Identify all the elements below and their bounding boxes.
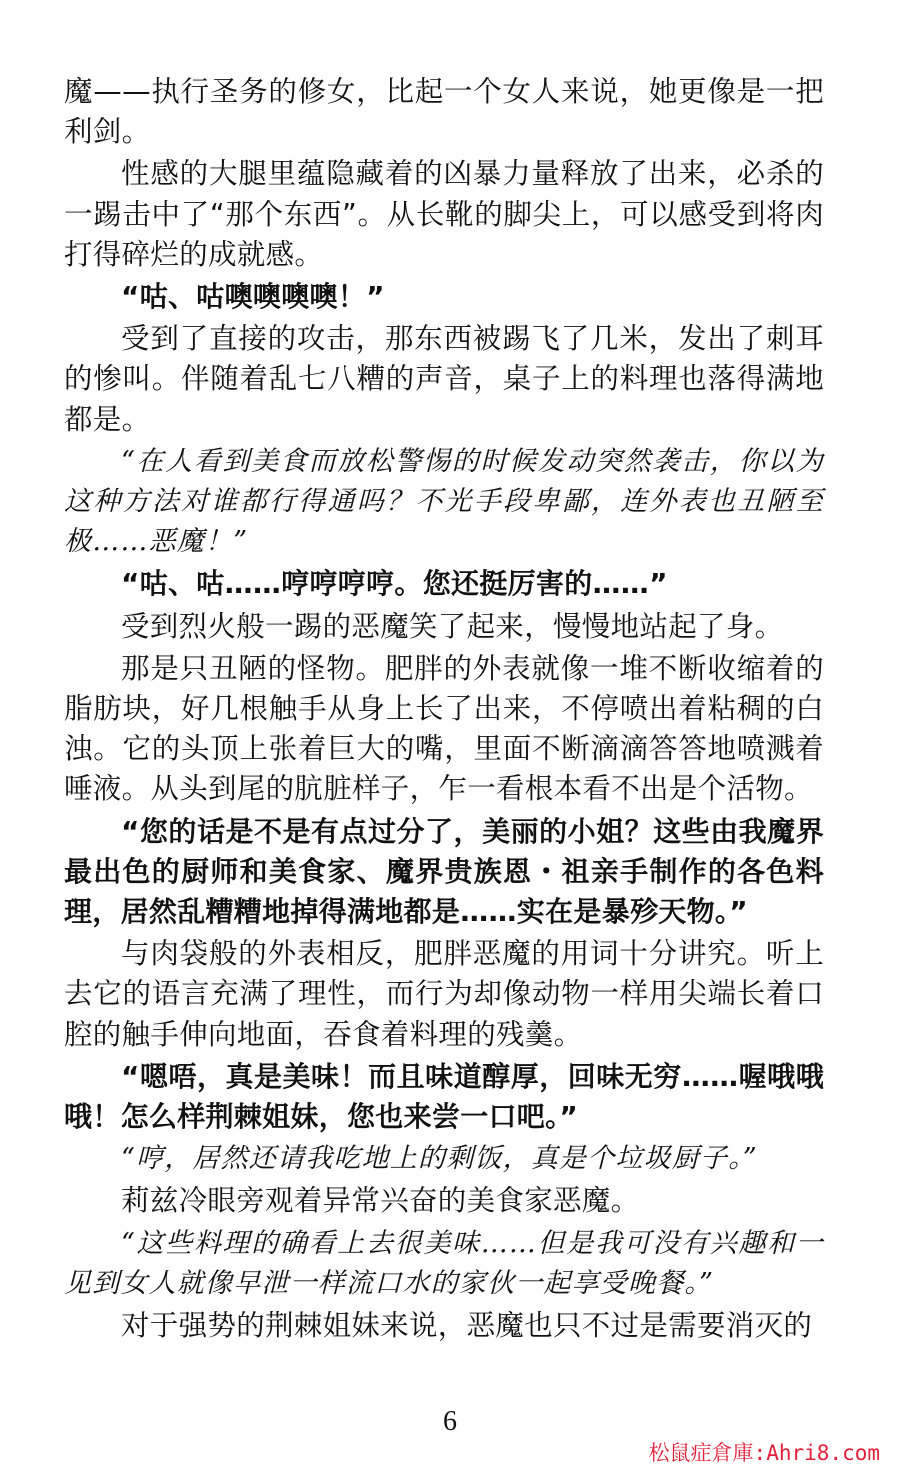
paragraph-14: “这些料理的确看上去很美味……但是我可没有兴趣和一见到女人就像早泄一样流口水的家伙一起享受晚餐。” — [64, 1227, 824, 1299]
paragraph-8: 那是只丑陋的怪物。肥胖的外表就像一堆不断收缩着的脂肪块，好几根触手从身上长了出来，不停喷出着粘稠的白浊。它的头顶上张着巨大的嘴，里面不断滴滴答答地喷溅着唾液。从头到尾的肮脏样子，乍一看根本看不出是个活物。 — [64, 651, 824, 806]
paragraph-10: 与肉袋般的外表相反，肥胖恶魔的用词十分讲究。听上去它的语言充满了理性，而行为却像动物一样用尖端长着口腔的触手伸向地面，吞食着料理的残羹。 — [64, 937, 824, 1051]
paragraph-15: 对于强势的荆棘姐妹来说，恶魔也只不过是需要消灭的 — [121, 1309, 813, 1343]
paragraph-7: 受到烈火般一踢的恶魔笑了起来，慢慢地站起了身。 — [121, 609, 784, 643]
paragraph-9: “您的话是不是有点过分了，美丽的小姐？这些由我魔界最出色的厨师和美食家、魔界贵族恩・祖亲手制作的各色料理，居然乱糟糟地掉得满地都是……实在是暴殄天物。” — [64, 814, 824, 929]
paragraph-2: 性感的大腿里蕴隐藏着的凶暴力量释放了出来，必杀的一踢击中了“那个东西”。从长靴的脚尖上，可以感受到将肉打得碎烂的成就感。 — [64, 157, 824, 271]
paragraph-11: “嗯唔，真是美味！而且味道醇厚，回味无穷……喔哦哦哦！怎么样荆棘姐妹，您也来尝一口吧。” — [64, 1059, 824, 1134]
paragraph-5: “在人看到美食而放松警惕的时候发动突然袭击，你以为这种方法对谁都行得通吗？不光手段卑鄙，连外表也丑陋至极……恶魔！” — [64, 445, 824, 558]
paragraph-12: “哼，居然还请我吃地上的剩饭，真是个垃圾厨子。” — [121, 1143, 758, 1175]
paragraph-13: 莉兹冷眼旁观着异常兴奋的美食家恶魔。 — [121, 1184, 640, 1218]
page-body — [64, 72, 824, 1348]
page-number: 6 — [443, 1406, 457, 1437]
paragraph-6: “咕、咕……哼哼哼哼。您还挺厉害的……” — [121, 567, 668, 601]
paragraph-3: “咕、咕噢噢噢噢！” — [121, 280, 385, 314]
watermark-text: 松鼠症倉庫:Ahri8.com — [648, 1441, 880, 1465]
paragraph-1: 魔——执行圣务的修女，比起一个女人来说，她更像是一把利剑。 — [64, 75, 824, 149]
paragraph-4: 受到了直接的攻击，那东西被踢飞了几米，发出了刺耳的惨叫。伴随着乱七八糟的声音，桌子上的料理也落得满地都是。 — [64, 322, 824, 436]
